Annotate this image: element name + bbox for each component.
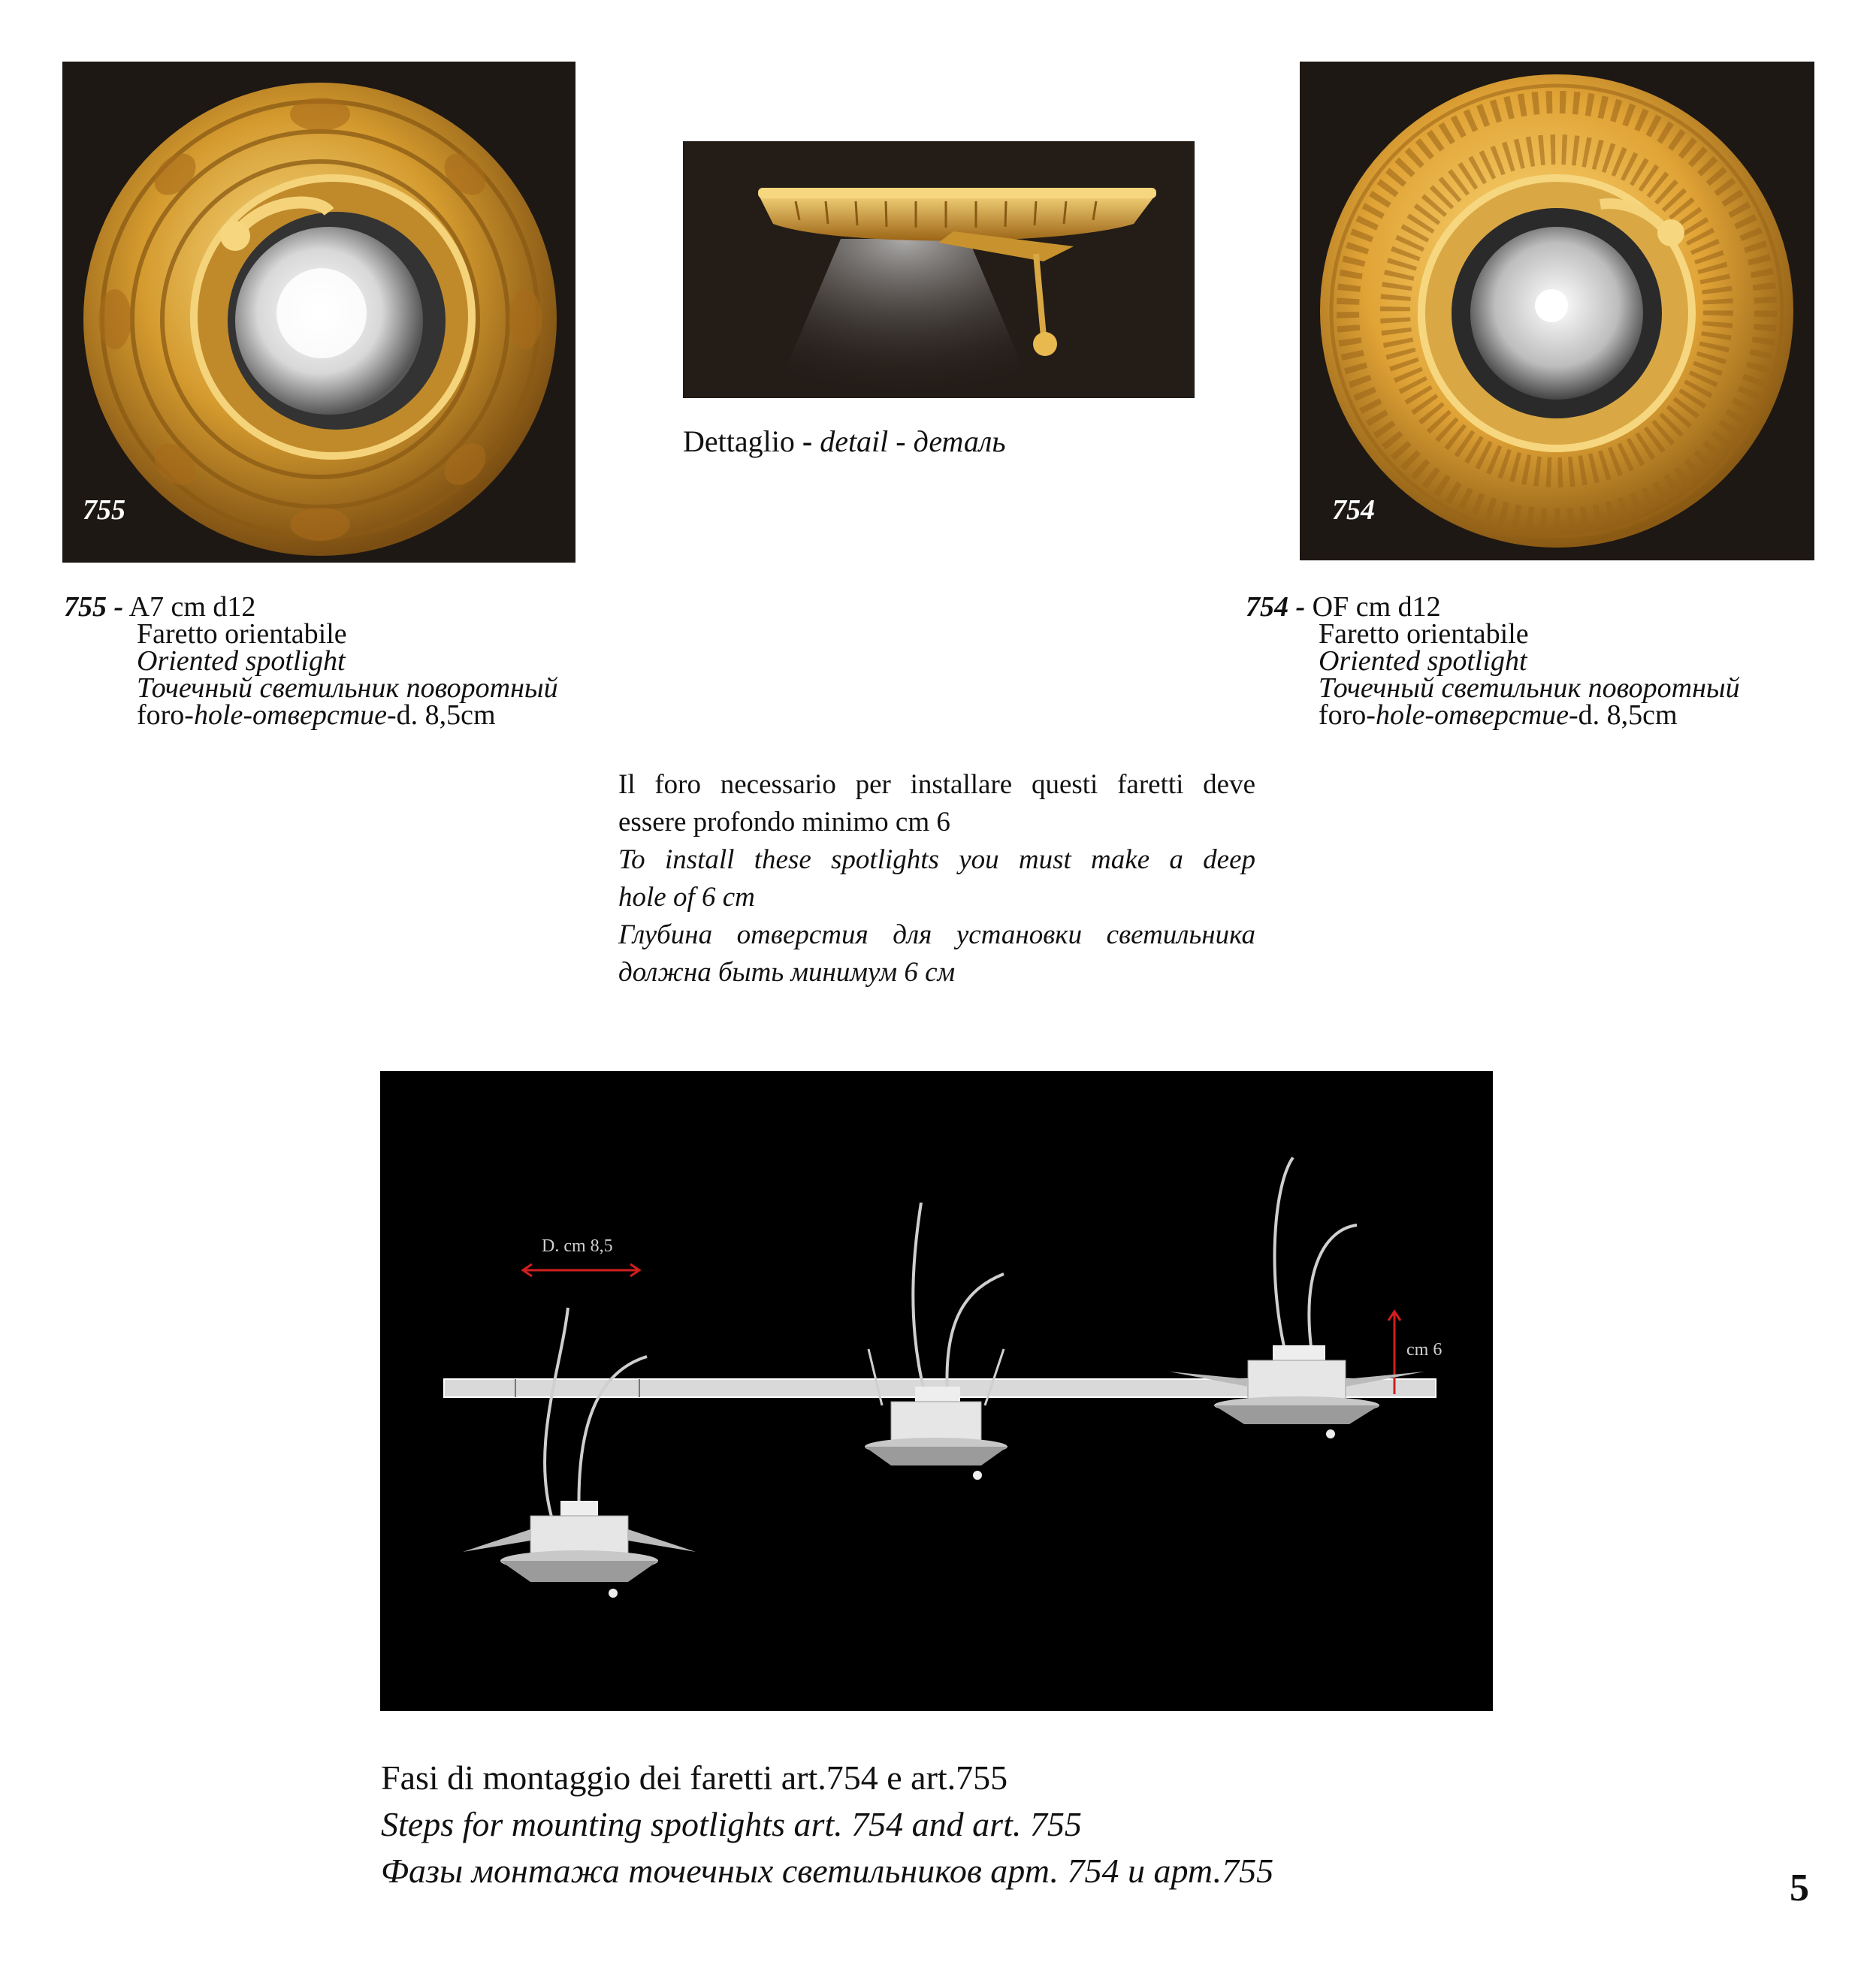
detail-photo [683,141,1195,398]
install-note-en-2: hole of 6 cm [618,882,755,913]
install-note-it-2: essere profondo minimo cm 6 [618,807,950,838]
product-754-name-it: Faretto orientabile [1319,618,1529,650]
page-number: 5 [1790,1867,1809,1909]
install-note-ru-2: должна быть минимум 6 см [618,957,956,988]
product-755-hole-prefix: foro- [137,699,194,731]
detail-caption-ru: деталь [913,424,1006,458]
product-755-hole [64,699,558,731]
product-754-spec [1246,593,1740,729]
detail-caption [683,424,1006,459]
product-755-model: A7 cm d12 [128,591,256,623]
mounting-step-1 [463,1308,696,1598]
product-754-name-en: Oriented spotlight [1319,645,1527,677]
detail-caption-sep2: - [888,424,914,458]
product-755-hole-suffix: -d. 8,5cm [387,699,496,731]
product-755-name-it: Faretto orientabile [137,618,347,650]
product-755-badge: 755 [83,494,125,526]
install-note [618,766,1255,992]
mounting-diagram [380,1071,1493,1711]
mounting-caption [381,1755,1273,1894]
mounting-caption-ru: Фазы монтажа точечных светильников арт. 754 и арт.755 [381,1852,1274,1890]
product-754-hole-italic: hole-отверстие [1375,699,1569,731]
product-755-spec [64,593,558,729]
detail-caption-en: detail [820,424,889,458]
detail-caption-sep1: - [794,424,820,458]
depth-label: cm 6 [1406,1340,1442,1360]
mounting-step-2 [865,1203,1007,1480]
mounting-diagram-svg [380,1071,1493,1711]
product-754-badge: 754 [1332,494,1375,526]
mounting-caption-en: Steps for mounting spotlights art. 754 and art. 755 [381,1805,1082,1843]
product-755-name-en: Oriented spotlight [137,645,346,677]
spotlight-755-image [62,62,575,563]
product-754-hole-prefix: foro- [1319,699,1376,731]
diameter-arrow [523,1264,639,1276]
product-754-model: OF cm d12 [1312,591,1441,623]
install-note-it-1: Il foro necessario per installare questi faretti deve [618,769,1255,800]
install-note-ru-1: Глубина отверстия для установки светильника [618,919,1255,950]
product-755-name-ru: Точечный светильник поворотный [137,672,558,704]
product-754-code: 754 - [1246,591,1306,623]
product-754-name-ru: Точечный светильник поворотный [1319,672,1740,704]
product-755-photo [62,62,575,563]
product-754-photo [1300,62,1814,560]
product-755-hole-italic: hole-отверстие [193,699,388,731]
mounting-caption-it: Fasi di montaggio dei faretti art.754 e art.755 [381,1758,1008,1797]
detail-caption-it: Dettaglio [683,424,795,458]
spotlight-754-image [1300,62,1814,560]
product-755-code: 755 - [64,591,124,623]
product-754-hole [1246,699,1740,731]
diameter-label: D. cm 8,5 [542,1236,613,1256]
install-note-en-1: To install these spotlights you must make a deep [618,844,1255,875]
spotlight-detail-image [683,141,1195,398]
product-754-hole-suffix: -d. 8,5cm [1569,699,1678,731]
